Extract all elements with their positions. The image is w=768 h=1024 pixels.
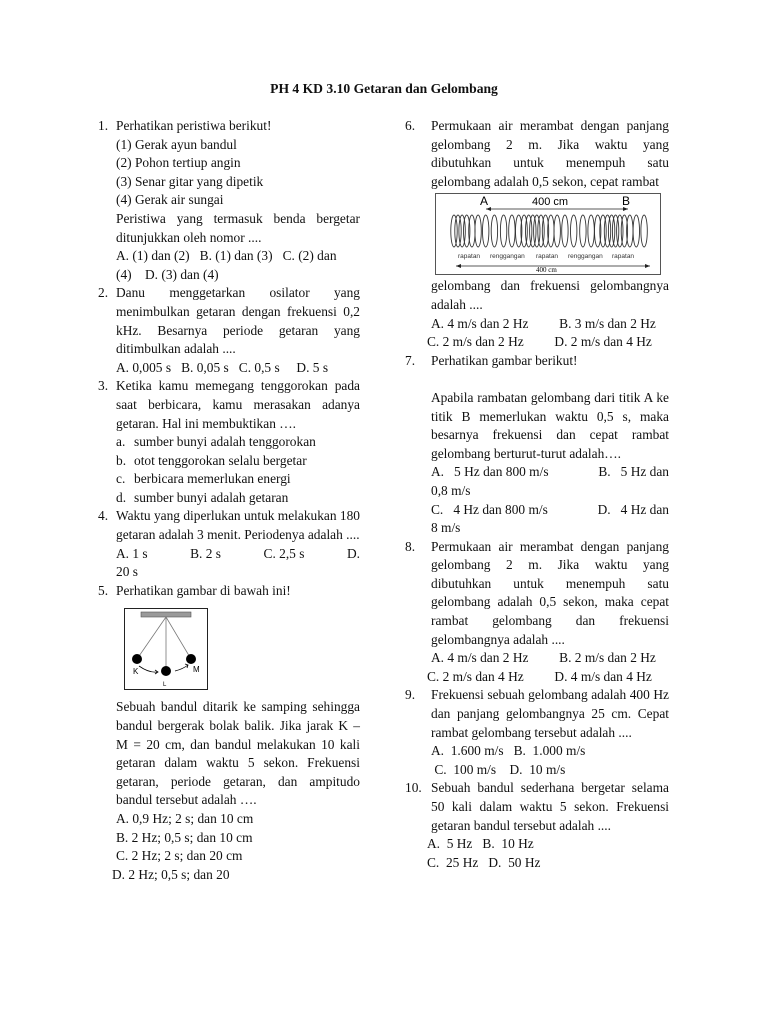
question-text: Sebuah bandul sederhana bergetar selama 50 kali dalam waktu 5 sekon. Frekuensi getaran bandul tersebut adalah ....	[431, 780, 669, 833]
spring-coil	[633, 215, 639, 247]
answer-option-b	[116, 452, 360, 471]
answer-option-a: A. 4 m/s dan 2 Hz	[431, 315, 529, 331]
answer-option-c: C. 2,5 s	[263, 545, 305, 561]
question-stem: Perhatikan gambar berikut!	[431, 352, 578, 368]
right-column	[405, 117, 669, 872]
answer-options-row-2	[431, 501, 669, 520]
answer-option-a: A. 4 m/s dan 2 Hz	[431, 650, 529, 666]
spring-coil	[562, 215, 568, 247]
answer-options: A. 0,005 s B. 0,05 s C. 0,5 s D. 5 s	[116, 359, 329, 375]
label-renggangan-2: renggangan	[568, 253, 603, 261]
pendulum-support	[141, 612, 191, 617]
label-b: B	[622, 194, 631, 209]
answer-option-b: B. 2 s	[190, 545, 222, 561]
spring-coil	[641, 215, 647, 247]
option-key: a.	[116, 434, 126, 450]
answer-option-c: C. 4 Hz dan 800 m/s	[431, 501, 548, 517]
answer-options: (4) D. (3) dan (4)	[116, 266, 219, 282]
spring-coil	[530, 215, 536, 247]
question-number: 5.	[98, 582, 109, 598]
label-rapatan-3: rapatan	[612, 253, 635, 261]
question-number: 2.	[98, 285, 109, 301]
answer-options-row-1: A. 1.600 m/s B. 1.000 m/s	[431, 743, 586, 759]
pendulum-diagram	[125, 609, 207, 689]
answer-option-b: B. 3 m/s dan 2 Hz	[559, 315, 656, 331]
answer-option-d-continued: 20 s	[116, 564, 138, 580]
distance-label-top: 400 cm	[532, 196, 569, 209]
answer-option-d: D. 4 m/s dan 4 Hz	[554, 668, 652, 684]
question-3	[98, 377, 360, 507]
label-rapatan-1: rapatan	[458, 253, 481, 261]
left-column	[98, 117, 360, 884]
answer-options-row-1	[431, 649, 669, 668]
answer-option-a: A. 0,9 Hz; 2 s; dan 10 cm	[116, 811, 254, 826]
answer-options-row-2: C. 25 Hz D. 50 Hz	[427, 854, 541, 870]
question-text: Permukaan air merambat dengan panjang gelombang 2 m. Jika waktu yang dibutuhkan untuk menempuh satu gelombang adalah 0,5 sekon, maka cepat rambat gelombang dan frekuensi gelombangnya adalah ....	[431, 538, 669, 647]
label-k: K	[133, 667, 139, 677]
spring-coil	[483, 215, 489, 247]
question-number: 7.	[405, 352, 416, 368]
question-text: Ketika kamu memegang tenggorokan pada saat berbicara, kamu merasakan adanya getaran. Hal ini membuktikan ….	[116, 378, 360, 431]
question-text: Danu menggetarkan osilator yang menimbulkan getaran dengan frekuensi 0,2 kHz. Besarnya periode getaran yang ditimbulkan adalah ....	[116, 285, 360, 357]
pendulum-figure	[124, 608, 208, 690]
answer-option-d: D.	[346, 545, 360, 561]
bob-m	[186, 654, 196, 664]
answer-option-d: D. 2 Hz; 0,5 s; dan 20	[112, 866, 230, 882]
question-8	[405, 538, 669, 687]
answer-option-b-continued: 0,8 m/s	[431, 482, 471, 498]
answer-option-b: B. 2 Hz; 0,5 s; dan 10 cm	[116, 829, 253, 845]
option-text: otot tenggorokan selalu bergetar	[134, 452, 307, 468]
label-l: L	[163, 682, 167, 689]
answer-options	[116, 545, 360, 564]
spring-coil	[580, 215, 586, 247]
question-text: Waktu yang diperlukan untuk melakukan 180 getaran adalah 3 menit. Periodenya adalah ....	[116, 508, 360, 543]
label-m: M	[193, 665, 200, 675]
question-10	[405, 779, 669, 872]
spring-coil	[588, 215, 594, 247]
distance-label-bottom: 400 cm	[536, 266, 557, 275]
list-item: (1) Gerak ayun bandul	[116, 136, 237, 152]
question-number: 4.	[98, 508, 109, 524]
question-stem: Perhatikan peristiwa berikut!	[116, 118, 272, 133]
question-1	[98, 117, 360, 284]
question-4	[98, 507, 360, 581]
question-stem: Perhatikan gambar di bawah ini!	[116, 582, 291, 598]
answer-options-row-2: C. 100 m/s D. 10 m/s	[431, 761, 566, 777]
question-number: 1.	[98, 118, 109, 133]
answer-option-c	[116, 470, 360, 489]
question-number: 6.	[405, 118, 416, 133]
spring-diagram	[436, 194, 660, 274]
answer-option-a	[116, 433, 360, 452]
option-text: sumber bunyi adalah getaran	[134, 489, 289, 505]
answer-options: A. (1) dan (2) B. (1) dan (3) C. (2) dan	[116, 248, 337, 264]
answer-options-row-1: A. 5 Hz B. 10 Hz	[427, 836, 534, 852]
answer-option-a: A. 5 Hz dan 800 m/s	[431, 464, 549, 480]
answer-options-row-2	[427, 668, 669, 687]
list-item: (4) Gerak air sungai	[116, 192, 224, 208]
answer-option-c: C. 2 m/s dan 2 Hz	[427, 334, 524, 350]
option-key: b.	[116, 452, 127, 468]
option-text: sumber bunyi adalah tenggorokan	[134, 434, 316, 450]
answer-option-d	[116, 489, 360, 508]
question-number: 9.	[405, 687, 416, 703]
spring-coil	[500, 215, 506, 247]
question-number: 10.	[405, 780, 422, 796]
answer-option-c: C. 2 Hz; 2 s; dan 20 cm	[116, 848, 243, 864]
spring-coil	[509, 215, 515, 247]
question-number: 3.	[98, 378, 109, 394]
spring-coil	[608, 215, 614, 247]
answer-options-row-1	[431, 463, 669, 482]
list-item: (2) Pohon tertiup angin	[116, 155, 241, 171]
spring-coil	[451, 215, 457, 247]
answer-option-b: B. 5 Hz dan	[598, 464, 669, 480]
question-2	[98, 284, 360, 377]
answer-option-a: A. 1 s	[116, 545, 148, 561]
question-text: Permukaan air merambat dengan panjang gelombang 2 m. Jika waktu yang dibutuhkan untuk menempuh satu gelombang adalah 0,5 sekon, cepat rambat	[431, 118, 669, 189]
question-text: Apabila rambatan gelombang dari titik A ke titik B memerlukan waktu 0,5 s, maka besarnya frekuensi dan cepat rambat gelombang berturut-turut adalah….	[431, 389, 669, 461]
bob-k	[132, 654, 142, 664]
question-number: 8.	[405, 538, 416, 554]
answer-option-d-continued: 8 m/s	[431, 520, 461, 536]
question-5	[98, 582, 360, 885]
list-item: (3) Senar gitar yang dipetik	[116, 173, 264, 189]
label-renggangan-1: renggangan	[490, 253, 525, 261]
answer-options-row-1	[431, 315, 669, 334]
page-title: PH 4 KD 3.10 Getaran dan Gelombang	[270, 81, 498, 96]
question-text: Peristiwa yang termasuk benda bergetar ditunjukkan oleh nomor ....	[116, 210, 360, 245]
question-text: Sebuah bandul ditarik ke samping sehingga bandul bergerak bolak balik. Jika jarak K – M = 20 cm, dan bandul melakukan 10 kali getaran dalam waktu 5 sekon. Frekuensi getaran, periode getaran, dan ampitudo bandul tersebut adalah ….	[116, 699, 360, 808]
question-text: Frekuensi sebuah gelombang adalah 400 Hz dan panjang gelombangnya 25 cm. Cepat rambat gelombang tersebut adalah ....	[431, 687, 669, 740]
option-text: berbicara memerlukan energi	[134, 471, 291, 487]
spring-coil	[571, 215, 577, 247]
answer-option-d: D. 2 m/s dan 4 Hz	[554, 334, 652, 350]
question-7	[405, 352, 669, 538]
spring-coil	[554, 215, 560, 247]
spring-coil	[491, 215, 497, 247]
answer-option-c: C. 2 m/s dan 4 Hz	[427, 668, 524, 684]
label-rapatan-2: rapatan	[536, 253, 559, 261]
spring-coil	[475, 215, 481, 247]
option-key: c.	[116, 471, 126, 487]
answer-option-d: D. 4 Hz dan	[597, 501, 669, 517]
question-6	[405, 117, 669, 352]
answer-options-row-2	[427, 333, 669, 352]
spring-coils	[451, 215, 648, 247]
answer-option-b: B. 2 m/s dan 2 Hz	[559, 650, 656, 666]
option-key: d.	[116, 489, 127, 505]
label-a: A	[480, 194, 489, 209]
spring-wave-figure	[435, 193, 661, 275]
bob-l	[161, 666, 171, 676]
question-9	[405, 686, 669, 779]
question-text-continued: gelombang dan frekuensi gelombangnya adalah ....	[431, 278, 669, 312]
